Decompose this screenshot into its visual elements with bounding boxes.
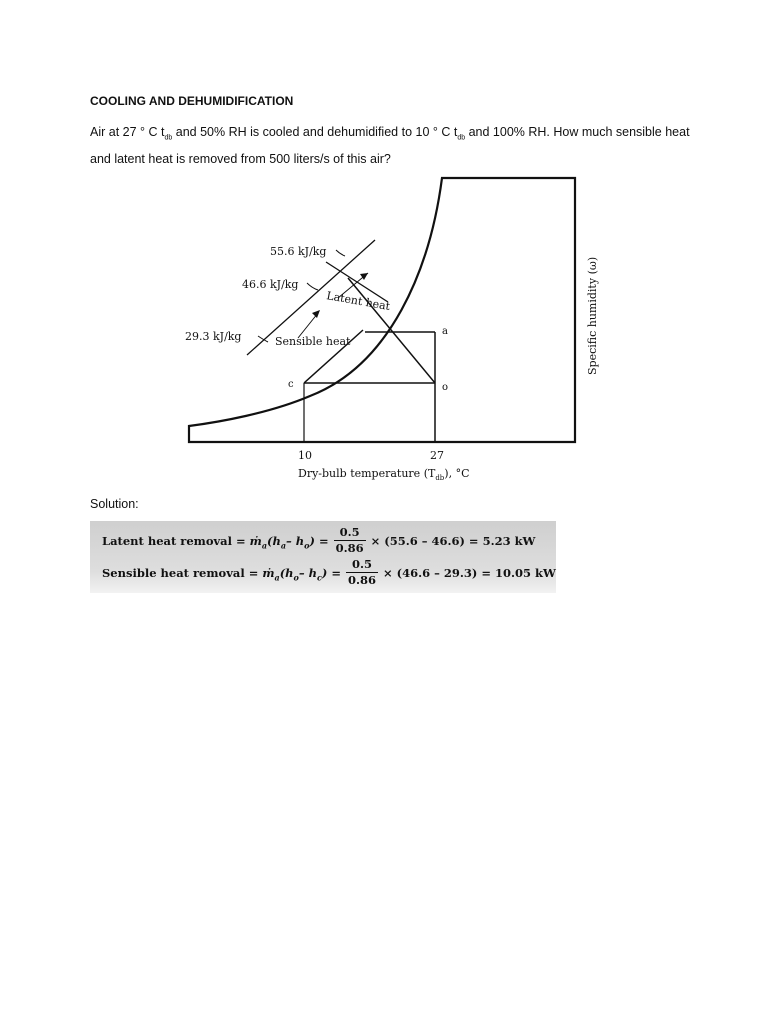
point-o-label: o bbox=[442, 382, 449, 393]
sensible-mdot-sub: a bbox=[274, 572, 280, 583]
leader-46 bbox=[307, 283, 318, 290]
latent-formula-expr bbox=[250, 534, 329, 550]
sensible-fraction bbox=[345, 559, 379, 589]
x-axis-label-end: ), °C bbox=[444, 467, 470, 480]
tick-27: 27 bbox=[430, 449, 444, 462]
solution-label: Solution: bbox=[90, 497, 139, 511]
problem-sub-1: db bbox=[164, 134, 173, 142]
tick-10: 10 bbox=[298, 449, 312, 462]
sensible-formula-result: × (46.6 – 29.3) = 10.05 kW bbox=[383, 566, 556, 580]
psychrometric-diagram bbox=[180, 170, 600, 490]
x-axis-label bbox=[298, 467, 470, 482]
problem-text-1: Air at 27 ° C t bbox=[90, 125, 165, 139]
latent-formula-result: × (55.6 – 46.6) = 5.23 kW bbox=[370, 534, 536, 548]
x-axis-label-text: Dry-bulb temperature (T bbox=[298, 467, 436, 480]
sensible-formula-expr bbox=[262, 566, 341, 582]
latent-h-open: (h bbox=[267, 534, 281, 548]
point-a-label: a bbox=[442, 326, 448, 337]
latent-fraction bbox=[333, 527, 367, 557]
latent-minus: – h bbox=[286, 534, 305, 548]
sensible-heat-label: Sensible heat bbox=[275, 335, 351, 348]
latent-numerator: 0.5 bbox=[339, 525, 360, 539]
latent-denominator: 0.86 bbox=[335, 541, 364, 555]
y-axis-label: Specific humidity (ω) bbox=[586, 256, 599, 375]
sensible-minus: – h bbox=[298, 566, 318, 580]
point-c-label: c bbox=[288, 379, 294, 390]
sensible-arrowhead bbox=[312, 310, 320, 318]
latent-mdot: ṁ bbox=[249, 534, 262, 548]
problem-sub-2: db bbox=[457, 134, 466, 142]
latent-formula bbox=[102, 527, 535, 557]
enthalpy-line-46 bbox=[348, 278, 435, 383]
section-heading: COOLING AND DEHUMIDIFICATION bbox=[90, 94, 294, 108]
problem-text-3: and 100% RH. How much sensible heat and latent heat is removed from 500 liters/s of this air? bbox=[90, 125, 690, 166]
latent-heat-label: Latent heat bbox=[325, 289, 392, 314]
sensible-formula-label: Sensible heat removal = bbox=[102, 566, 259, 580]
sensible-h2-sub: c bbox=[317, 572, 322, 583]
sensible-mdot: ṁ bbox=[262, 566, 275, 580]
formula-box bbox=[90, 521, 556, 593]
latent-h1-sub: a bbox=[280, 540, 287, 551]
problem-text-2: and 50% RH is cooled and dehumidified to 10 ° C t bbox=[172, 125, 458, 139]
latent-h2-sub: o bbox=[304, 540, 310, 551]
sensible-formula bbox=[102, 559, 556, 589]
sensible-h1-sub: o bbox=[293, 572, 299, 583]
enthalpy-label-55: 55.6 kJ/kg bbox=[270, 245, 327, 258]
sensible-h-open: (h bbox=[279, 566, 294, 580]
problem-statement bbox=[90, 122, 690, 170]
latent-mdot-sub: a bbox=[261, 540, 268, 551]
sensible-denominator: 0.86 bbox=[347, 573, 376, 587]
x-axis-label-sub: db bbox=[435, 474, 445, 482]
sensible-close: ) = bbox=[321, 566, 341, 580]
enthalpy-label-46: 46.6 kJ/kg bbox=[242, 278, 299, 291]
enthalpy-label-29: 29.3 kJ/kg bbox=[185, 330, 242, 343]
leader-55 bbox=[336, 250, 345, 256]
latent-formula-label: Latent heat removal = bbox=[102, 534, 246, 548]
sensible-numerator: 0.5 bbox=[351, 557, 372, 571]
latent-close: ) = bbox=[309, 534, 329, 548]
